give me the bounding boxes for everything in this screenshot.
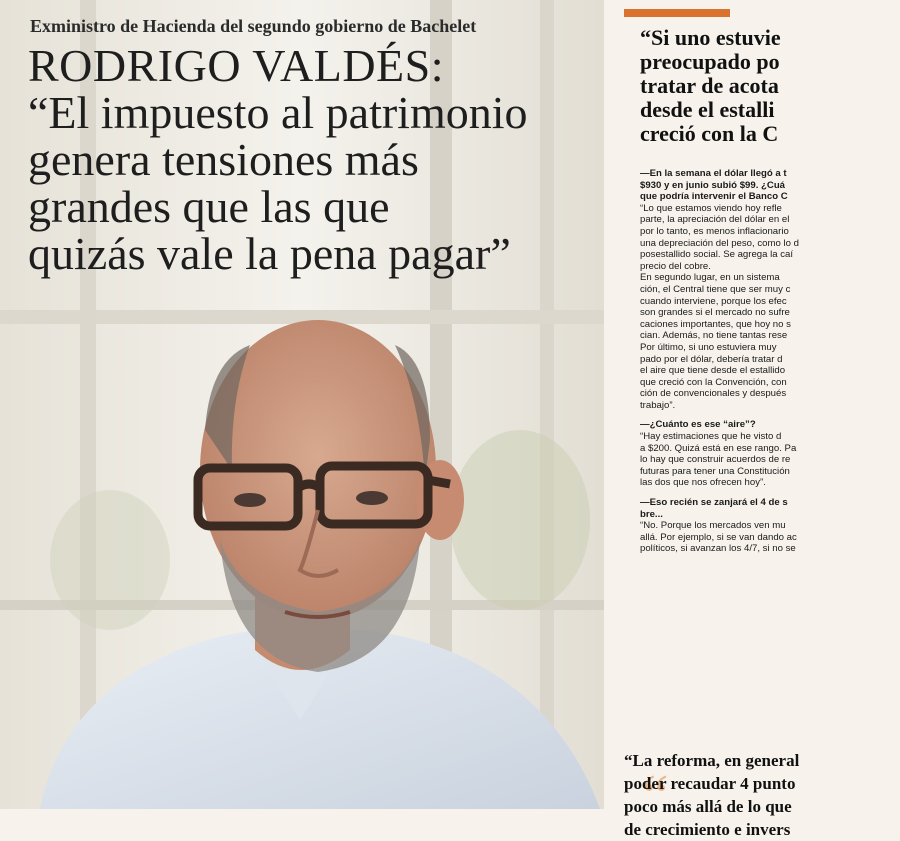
interview-answer-line: pado por el dólar, debería tratar d: [640, 353, 783, 365]
headline-line: “El impuesto al patrimonio: [28, 87, 528, 138]
interview-answer-line: “Hay estimaciones que he visto d: [640, 431, 782, 443]
sidebar-title-line: “Si uno estuvie: [640, 25, 781, 50]
interview-answer-line: futuras para tener una Constitución: [640, 465, 790, 477]
pull-quote-line: poder recaudar 4 punto: [624, 774, 796, 793]
interview-answer-line: caciones importantes, que hoy no s: [640, 318, 791, 330]
sidebar-title-line: tratar de acota: [640, 73, 779, 98]
interview-answer-line: allá. Por ejemplo, si se van dando ac: [640, 531, 797, 543]
interview-question-line: —En la semana el dólar llegó a t: [640, 168, 787, 179]
interview-answer-line: En segundo lugar, en un sistema: [640, 272, 780, 284]
interview-answer-line: precio del cobre.: [640, 260, 711, 272]
pull-quote-line: poco más allá de lo que: [624, 797, 792, 816]
interview-answer-line: parte, la apreciación del dólar en el: [640, 214, 790, 226]
paragraph-gap: [640, 489, 900, 497]
interview-answer-line: las dos que nos ofrecen hoy”.: [640, 477, 766, 489]
interview-question-line: bre...: [640, 508, 663, 520]
interview-answer-line: cian. Además, no tiene tantas rese: [640, 330, 788, 342]
interview-answer-line: “Lo que estamos viendo hoy refle: [640, 202, 782, 214]
interview-question-line: —Eso recién se zanjará el 4 de s: [640, 497, 788, 509]
sidebar-title-line: desde el estalli: [640, 97, 775, 122]
sidebar-column: [604, 0, 808, 839]
interview-answer-line: “No. Porque los mercados ven mu: [640, 520, 786, 532]
sidebar-title-line: creció con la C: [640, 121, 779, 146]
article-kicker: Exministro de Hacienda del segundo gobierno de Bachelet: [30, 16, 477, 36]
paragraph-gap: [640, 411, 900, 419]
quote-mark: “: [642, 763, 669, 829]
interview-answer-line: una depreciación del peso, como lo d: [640, 237, 799, 249]
sidebar-title: [640, 26, 880, 146]
sidebar-title-line: preocupado po: [640, 49, 780, 74]
headline-line: grandes que las que: [28, 181, 390, 232]
interview-body: [640, 168, 900, 555]
headline-name: RODRIGO VALDÉS:: [28, 40, 445, 91]
pull-quote-line: de crecimiento e invers: [624, 820, 791, 839]
accent-bar: [624, 9, 730, 17]
interview-answer-line: trabajo”.: [640, 399, 676, 411]
interview-answer-line: ción de convencionales y después: [640, 388, 787, 400]
article-headline: [28, 42, 588, 277]
interview-question-line: que podría intervenir el Banco C: [640, 191, 788, 203]
pull-quote: [624, 749, 884, 841]
interview-question-line: $930 y en junio subió $99. ¿Cuá: [640, 179, 786, 191]
interview-answer-line: Por último, si uno estuviera muy: [640, 341, 777, 353]
interview-answer-line: a $200. Quizá está en ese rango. Pa: [640, 442, 797, 454]
interview-question-line: —¿Cuánto es ese “aire”?: [640, 419, 756, 431]
interview-answer-line: posestallido social. Se agrega la caí: [640, 249, 794, 261]
interview-answer-line: políticos, si avanzan los 4/7, si no se: [640, 543, 796, 555]
headline-line: genera tensiones más: [28, 134, 419, 185]
interview-answer-line: el aire que tiene desde el estallido: [640, 365, 786, 377]
interview-answer-line: cuando interviene, porque los efec: [640, 295, 787, 307]
interview-answer-line: ción, el Central tiene que ser muy c: [640, 283, 791, 295]
interview-answer-line: por lo tanto, es menos inflacionario: [640, 225, 789, 237]
pull-quote-line: “La reforma, en general: [624, 751, 800, 770]
interview-answer-line: son grandes si el mercado no sufre: [640, 307, 790, 319]
interview-answer-line: que creció con la Convención, con: [640, 376, 787, 388]
headline-line: quizás vale la pena pagar”: [28, 228, 511, 279]
interview-answer-line: lo hay que construir acuerdos de re: [640, 454, 791, 466]
